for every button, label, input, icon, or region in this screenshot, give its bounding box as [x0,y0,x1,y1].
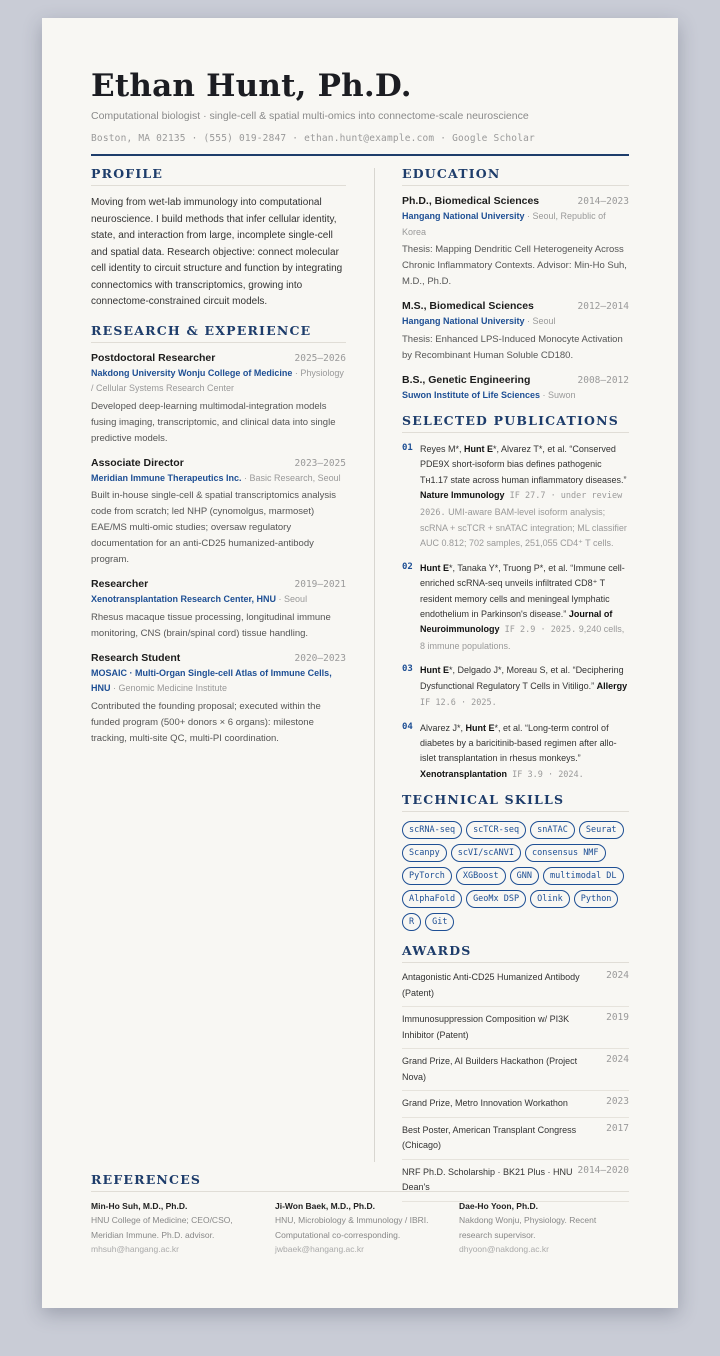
header-rule [91,154,629,156]
reference-entry [275,1201,445,1257]
job-description: Developed deep-learning multimodal-integration models fusing imaging, transcriptomic, and clinical data into single predictive models. [91,400,336,444]
publication-journal: Xenotransplantation [420,768,508,779]
award-year: 2023 [606,1096,629,1108]
job-title: Researcher [91,578,149,590]
reference-role: Nakdong Wonju, Physiology. Recent research supervisor. [459,1215,597,1240]
resume-tagline: Computational biologist · single-cell & spatial multi-omics into connectome-scale neuroscience [91,110,529,122]
job-entry [91,578,346,642]
skill-chip: consensus NMF [525,844,606,862]
publication-number: 04 [402,721,413,732]
skill-chip: Seurat [579,821,624,839]
publication-impact: IF 12.6 · 2025. [420,698,497,709]
job-organization [91,366,346,397]
education-entry [402,195,629,290]
left-column [91,166,346,757]
education-entry [402,374,629,404]
education-header [402,195,629,207]
reference-entry [459,1201,629,1257]
award-title: Antagonistic Anti-CD25 Humanized Antibody (Patent) [402,972,580,998]
publication-citation [420,663,629,711]
skill-chip: GeoMx DSP [466,890,526,908]
publication-citation [420,721,629,784]
skill-chip: snATAC [530,821,575,839]
education-list [402,195,629,403]
education-school [402,388,629,404]
publication-item [402,561,629,654]
publication-journal: Journal of Neuroimmunology [420,609,613,635]
reference-name: Min-Ho Suh, M.D., Ph.D. [91,1201,188,1211]
skill-chip: R [402,913,421,931]
contact-line[interactable]: Boston, MA 02135 · (555) 019-2847 · ethan.hunt@example.com · Google Scholar [91,133,535,144]
education-school [402,209,629,240]
degree-title: M.S., Biomedical Sciences [402,300,534,312]
column-divider [374,168,375,1162]
skill-chip: scRNA-seq [402,821,462,839]
skills-list [402,821,629,931]
education-dates: 2014–2023 [577,196,629,207]
skill-chip: PyTorch [402,867,452,885]
reference-name: Ji-Won Baek, M.D., Ph.D. [275,1201,375,1211]
references-list [91,1201,629,1257]
job-location: · Seoul [276,594,308,604]
reference-name: Dae-Ho Yoon, Ph.D. [459,1201,539,1211]
education-header [402,374,629,386]
publication-title: *, Delgado J*, Moreau S, et al. “Deciphering Dysfunctional Regulatory T Cells in Vitiligo.” [420,665,624,691]
school-name[interactable]: Suwon Institute of Life Sciences [402,389,541,400]
school-location: · Seoul [524,316,556,326]
job-entry [91,652,346,747]
profile-heading: PROFILE [91,166,346,186]
publication-journal: Nature Immunology [420,490,505,501]
school-location: · Suwon [540,389,576,400]
job-org-name[interactable]: Nakdong University Wonju College of Medicine [91,367,293,378]
award-item [402,1091,629,1118]
award-year: 2014–2020 [577,1164,629,1176]
job-header [91,457,346,469]
education-school [402,314,629,330]
award-title: Grand Prize, AI Builders Hackathon (Project Nova) [402,1056,578,1082]
reference-email[interactable]: dhyoon@nakdong.ac.kr [459,1244,549,1254]
award-year: 2024 [606,970,629,982]
reference-email[interactable]: mhsuh@hangang.ac.kr [91,1244,180,1254]
resume-name: Ethan Hunt, Ph.D. [91,68,412,104]
job-org-name[interactable]: Xenotransplantation Research Center, HNU [91,594,277,604]
job-entry [91,457,346,569]
publications-heading: SELECTED PUBLICATIONS [402,413,629,433]
award-title: Grand Prize, Metro Innovation Workathon [402,1098,568,1109]
job-dates: 2023–2025 [294,457,346,469]
job-title: Research Student [91,651,181,664]
publication-title: *, Alvarez T*, et al. “Conserved PDE9X short-isoform bias defines pathogenic Tʜ1.17 state across human inflammatory diseases.” [420,444,627,485]
job-header [91,652,346,664]
publication-authors-pre: Reyes M*, [420,444,465,454]
job-description: Rhesus macaque tissue processing, longitudinal immune monitoring, CNS (brain/spinal cord) tissue handling. [91,611,331,639]
publication-self-author: Hunt E [420,562,449,573]
education-entry [402,300,629,364]
job-header [91,578,346,590]
right-column [402,166,629,1202]
school-location: · Seoul, Republic of Korea [402,211,606,237]
skill-chip: XGBoost [456,867,506,885]
publication-number: 02 [402,561,413,572]
publication-note: 9,240 cells, 8 immune populations. [420,624,625,651]
skill-chip: AlphaFold [402,890,462,908]
school-name[interactable]: Hangang National University [402,211,525,221]
awards-list [402,965,629,1202]
job-dates: 2025–2026 [294,352,346,364]
award-item [402,965,629,1007]
award-year: 2017 [606,1122,629,1134]
publication-impact: IF 2.9 · 2025. [499,625,577,636]
job-title: Postdoctoral Researcher [91,351,216,364]
job-location: · Genomic Medicine Institute [110,683,228,693]
award-item [402,1007,629,1049]
publication-authors-pre: Alvarez J*, [420,722,466,733]
job-location: · Basic Research, Seoul [241,472,341,483]
references-heading: REFERENCES [91,1172,629,1192]
job-description: Contributed the founding proposal; executed within the funded program (500+ donors × 6 organs): milestone tracking, multi-site QC, multi-PI coordination. [91,700,321,744]
job-title: Associate Director [91,456,184,469]
award-year: 2019 [606,1012,629,1024]
publication-item [402,721,629,784]
degree-title: Ph.D., Biomedical Sciences [402,195,540,207]
education-heading: EDUCATION [402,166,629,186]
skill-chip: scVI/scANVI [451,844,521,862]
resume-page [42,18,678,1308]
skill-chip: GNN [510,867,539,885]
experience-heading: RESEARCH & EXPERIENCE [91,323,346,343]
job-entry [91,352,346,447]
publication-impact: IF 27.7 · under review 2026. [420,491,623,518]
publication-impact: IF 3.9 · 2024. [507,769,584,780]
award-title: NRF Ph.D. Scholarship · BK21 Plus · HNU Dean's [402,1166,573,1193]
education-header [402,300,629,312]
references-section [91,1172,629,1257]
publication-title: *, Tanaka Y*, Truong P*, et al. “Immune cell-enriched scRNA-seq unveils infiltrated CD8⁺ T resident memory cells and meningeal lymphatic endothelium in Parkinson's disease.” [420,562,625,620]
skill-chip: scTCR-seq [466,821,526,839]
publication-number: 03 [402,664,413,675]
job-dates: 2019–2021 [294,579,346,590]
job-dates: 2020–2023 [294,652,346,664]
publication-item [402,442,629,552]
job-location: · Physiology / Cellular Systems Research Center [91,367,344,393]
skill-chip: Python [574,890,619,908]
skill-chip: Git [425,913,454,931]
publication-self-author: Hunt E [465,722,495,733]
job-organization [91,666,346,697]
job-description: Built in-house single-cell & spatial transcriptomics analysis code from scratch; led NHP (cynomolgus, marmoset) EAE/MS multi-omic studies; oversaw regulatory documentation for an anti-CD25 humanized-antibody program. [91,490,336,565]
publication-item [402,663,629,711]
skill-chip: multimodal DL [543,867,624,885]
publication-number: 01 [402,443,413,453]
publication-list [402,442,629,783]
award-year: 2024 [606,1054,629,1066]
job-org-name[interactable]: MOSAIC · Multi-Organ Single-cell Atlas of Immune Cells, HNU [91,667,332,693]
thesis-text: Thesis: Mapping Dendritic Cell Heterogeneity Across Chronic Inflammatory Contexts. Advisor: Min-Ho Suh, M.D., Ph.D. [402,244,627,287]
award-item [402,1049,629,1091]
publication-title: *, et al. “Long-term control of diabetes by a baricitinib-based regimen after allo-islet transplantation in rhesus monkeys.” [420,722,617,764]
publication-citation [420,561,629,654]
profile-text: Moving from wet-lab immunology into computational neuroscience. I build methods that infer cellular identity, state, and interaction from large, incomplete single-cell and spatial data. Research objective: connect molecular cell identity to circuit structure and function by integrating connectomics with transcriptomics, growing into connectome-constrained circuit models. [91,197,343,307]
reference-entry [91,1201,261,1257]
experience-list [91,352,346,747]
reference-role: HNU, Microbiology & Immunology / IBRI. Computational co-corresponding. [275,1215,429,1240]
thesis-text: Thesis: Enhanced LPS-Induced Monocyte Activation by Recombinant Human Soluble CD180. [402,333,623,361]
publication-note: UMI-aware BAM-level isoform analysis; scRNA + scTCR + snATAC integration; ML classifier AUC 0.812; 702 samples, 251,055 CD4⁺ T cells. [420,506,627,549]
publication-self-author: Hunt E [464,444,494,454]
job-organization [91,592,346,608]
award-title: Immunosuppression Composition w/ PI3K Inhibitor (Patent) [402,1014,570,1040]
education-dates: 2008–2012 [577,374,629,386]
publication-citation [420,442,629,552]
education-dates: 2012–2014 [577,301,629,312]
reference-email[interactable]: jwbaek@hangang.ac.kr [275,1244,364,1254]
reference-role: HNU College of Medicine; CEO/CSO, Meridian Immune. Ph.D. advisor. [91,1215,233,1240]
school-name[interactable]: Hangang National University [402,316,525,326]
awards-heading: AWARDS [402,943,629,963]
job-org-name[interactable]: Meridian Immune Therapeutics Inc. [91,472,242,483]
publication-journal: Allergy [596,680,628,691]
award-title: Best Poster, American Transplant Congress (Chicago) [402,1124,577,1151]
job-organization [91,471,346,487]
skill-chip: Scanpy [402,844,447,862]
degree-title: B.S., Genetic Engineering [402,373,531,386]
job-header [91,352,346,364]
skills-heading: TECHNICAL SKILLS [402,792,629,812]
publication-self-author: Hunt E [420,665,449,676]
skill-chip: Olink [530,890,570,908]
award-item [402,1118,629,1160]
